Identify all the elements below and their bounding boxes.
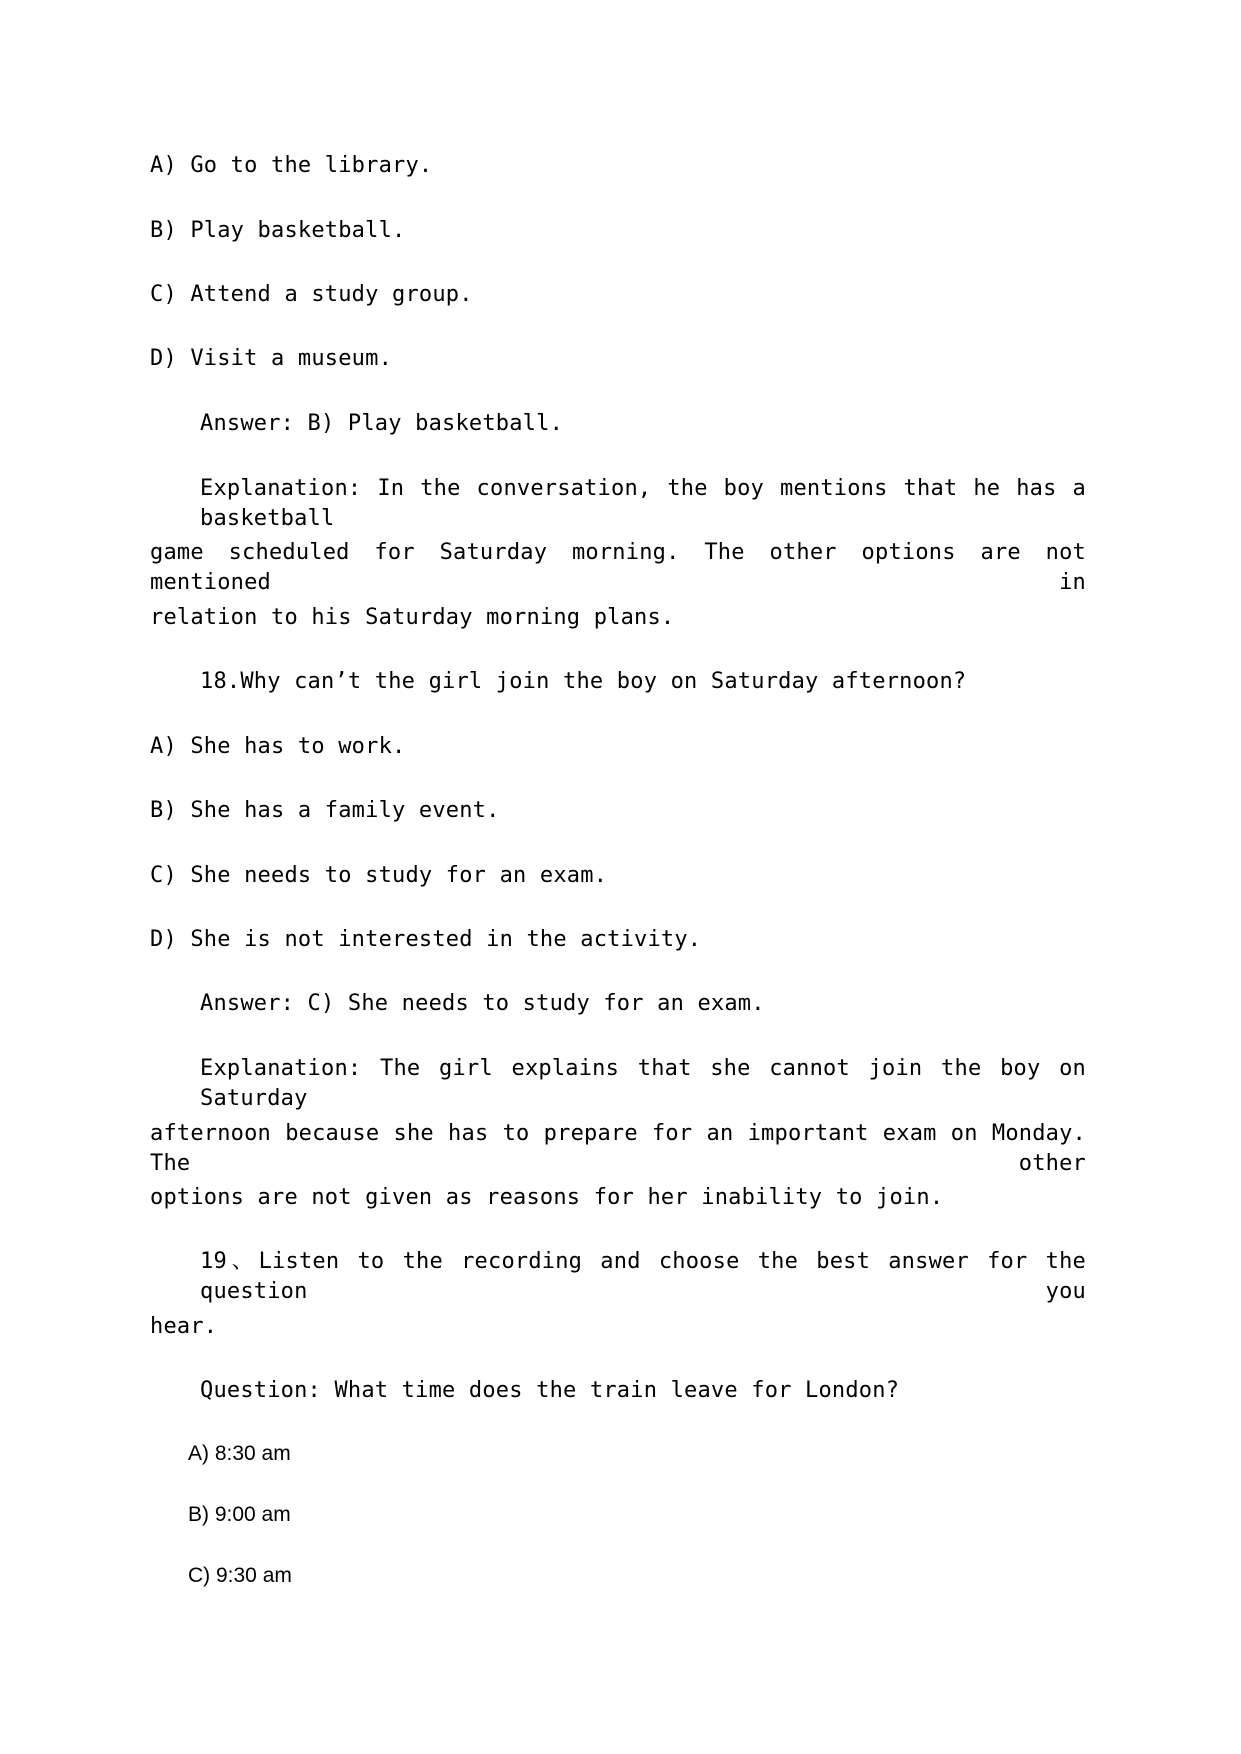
q17-option-d: D) Visit a museum.: [150, 346, 393, 371]
q19-option-b: B) 9:00 am: [188, 1503, 291, 1526]
q19-option-a: A) 8:30 am: [188, 1442, 291, 1465]
q19-instruction-line-1: 19、Listen to the recording and choose the best answer for the question you: [200, 1249, 1086, 1304]
q18-answer: Answer: C) She needs to study for an exam.: [200, 991, 765, 1016]
q17-answer: Answer: B) Play basketball.: [200, 411, 564, 436]
q17-explanation-line-2: game scheduled for Saturday morning. The other options are not mentioned in: [150, 540, 1086, 595]
q17-option-a: A) Go to the library.: [150, 153, 433, 178]
q18-explanation-line-1: Explanation: The girl explains that she cannot join the boy on Saturday: [200, 1056, 1086, 1111]
q18-explanation-line-3: options are not given as reasons for her inability to join.: [150, 1185, 944, 1210]
q19-instruction-line-2: hear.: [150, 1314, 218, 1339]
q17-option-b: B) Play basketball.: [150, 218, 406, 243]
q17-option-c: C) Attend a study group.: [150, 282, 473, 307]
q18-option-d: D) She is not interested in the activity.: [150, 927, 702, 952]
q18-explanation-line-2: afternoon because she has to prepare for an important exam on Monday. The other: [150, 1121, 1086, 1176]
q18-option-b: B) She has a family event.: [150, 798, 500, 823]
q17-explanation-line-1: Explanation: In the conversation, the boy mentions that he has a basketball: [200, 476, 1086, 531]
q18-option-c: C) She needs to study for an exam.: [150, 863, 608, 888]
q18-question: 18.Why can’t the girl join the boy on Saturday afternoon?: [200, 669, 967, 694]
q18-option-a: A) She has to work.: [150, 734, 406, 759]
q19-option-c: C) 9:30 am: [188, 1564, 292, 1587]
q19-question: Question: What time does the train leave for London?: [200, 1378, 900, 1403]
q17-explanation-line-3: relation to his Saturday morning plans.: [150, 605, 675, 630]
